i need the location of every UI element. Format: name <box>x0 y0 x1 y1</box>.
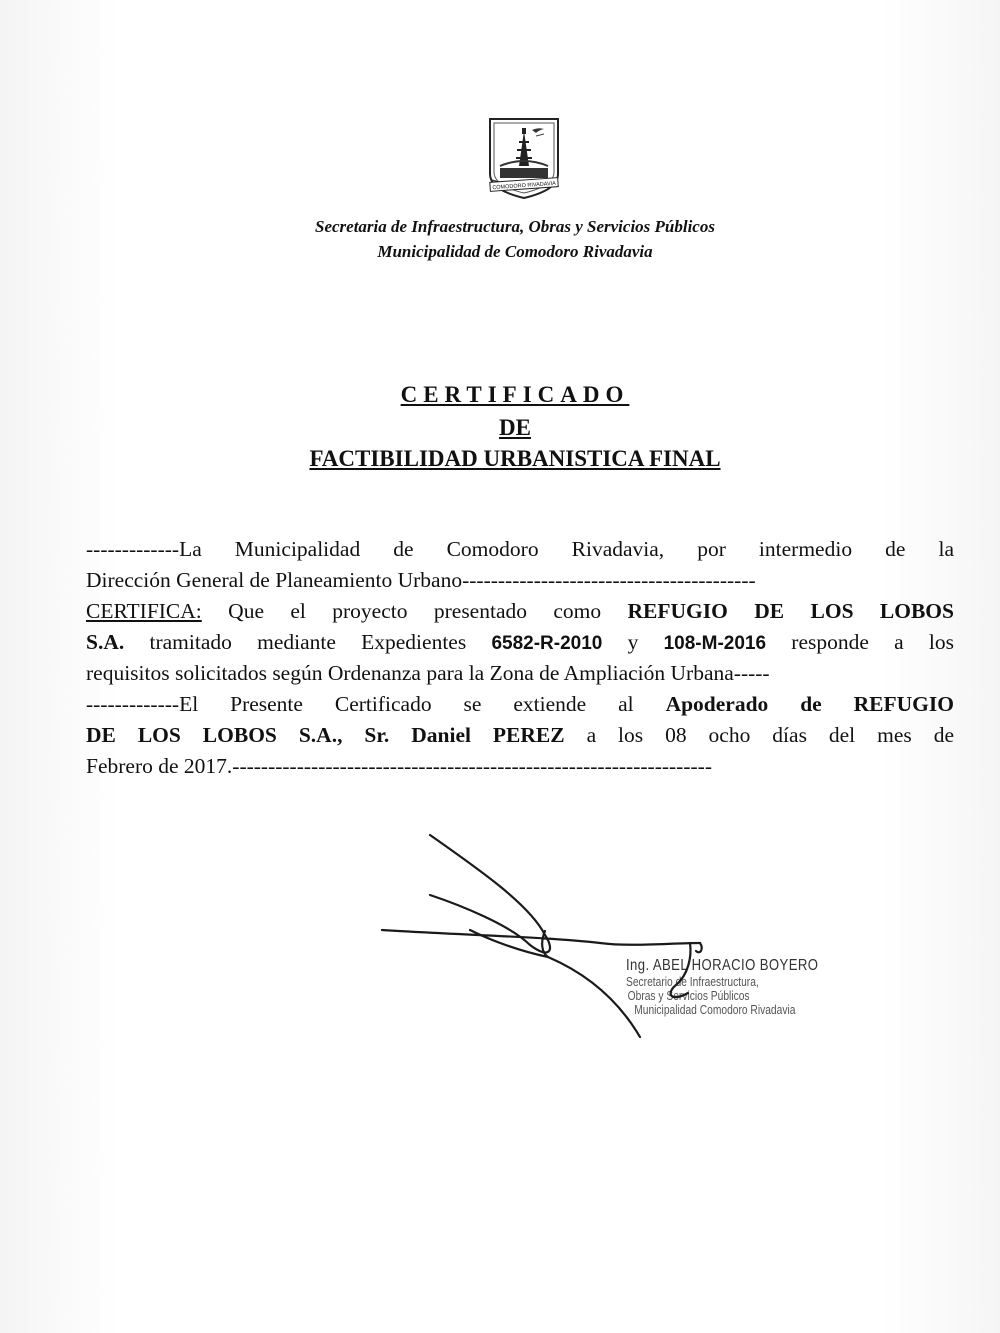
stamp-title: Secretario de Infraestructura, <box>626 975 759 989</box>
body-line-5: requisitos solicitados según Ordenanza para la Zona de Ampliación Urbana----- <box>86 661 770 685</box>
crest-text: COMODORO RIVADAVIA <box>492 180 557 192</box>
body-text: Que el proyecto presentado como <box>201 599 628 623</box>
body-text: y <box>602 630 664 654</box>
header-municipalidad: Municipalidad de Comodoro Rivadavia <box>377 242 653 261</box>
body-line-2: Dirección General de Planeamiento Urbano----------------------------------------- <box>86 568 756 592</box>
body-line-3 <box>86 596 954 627</box>
municipal-crest-logo <box>486 116 562 200</box>
body-text: responde a los <box>766 630 954 654</box>
document-title-de: DE <box>499 415 531 440</box>
company-name: REFUGIO DE LOS LOBOS <box>627 599 954 623</box>
handwritten-signature <box>370 825 730 1040</box>
body-text: a los 08 ocho días del mes de <box>564 723 954 747</box>
header-secretaria: Secretaria de Infraestructura, Obras y Servicios Públicos <box>315 217 715 236</box>
body-text: tramitado mediante Expedientes <box>124 630 492 654</box>
company-suffix: S.A. <box>86 630 125 654</box>
stamp-municipality: Municipalidad Comodoro Rivadavia <box>634 1003 796 1017</box>
body-line-4 <box>86 627 954 658</box>
body-line-8: Febrero de 2017.------------------------------------------------------------------- <box>86 754 712 778</box>
certifica-label: CERTIFICA: <box>86 599 202 623</box>
apoderado-name: DE LOS LOBOS S.A., Sr. Daniel PEREZ <box>86 723 565 747</box>
body-line-1: -------------La Municipalidad de Comodoro Rivadavia, por intermedio de la <box>86 537 954 561</box>
body-line-7 <box>86 720 954 751</box>
expediente-number-2: 108-M-2016 <box>663 633 767 654</box>
document-title-factibilidad: FACTIBILIDAD URBANISTICA FINAL <box>309 446 721 471</box>
body-line-6 <box>86 689 954 720</box>
certificate-body <box>86 534 954 782</box>
body-text: -------------El Presente Certificado se extiende al <box>86 692 666 716</box>
stamp-name: Ing. ABEL HORACIO BOYERO <box>626 957 819 974</box>
expediente-number-1: 6582-R-2010 <box>491 633 603 654</box>
stamp-department: Obras y Servicios Públicos <box>627 989 750 1003</box>
document-title-certificado: CERTIFICADO <box>400 382 630 407</box>
apoderado-label: Apoderado de REFUGIO <box>665 692 954 716</box>
